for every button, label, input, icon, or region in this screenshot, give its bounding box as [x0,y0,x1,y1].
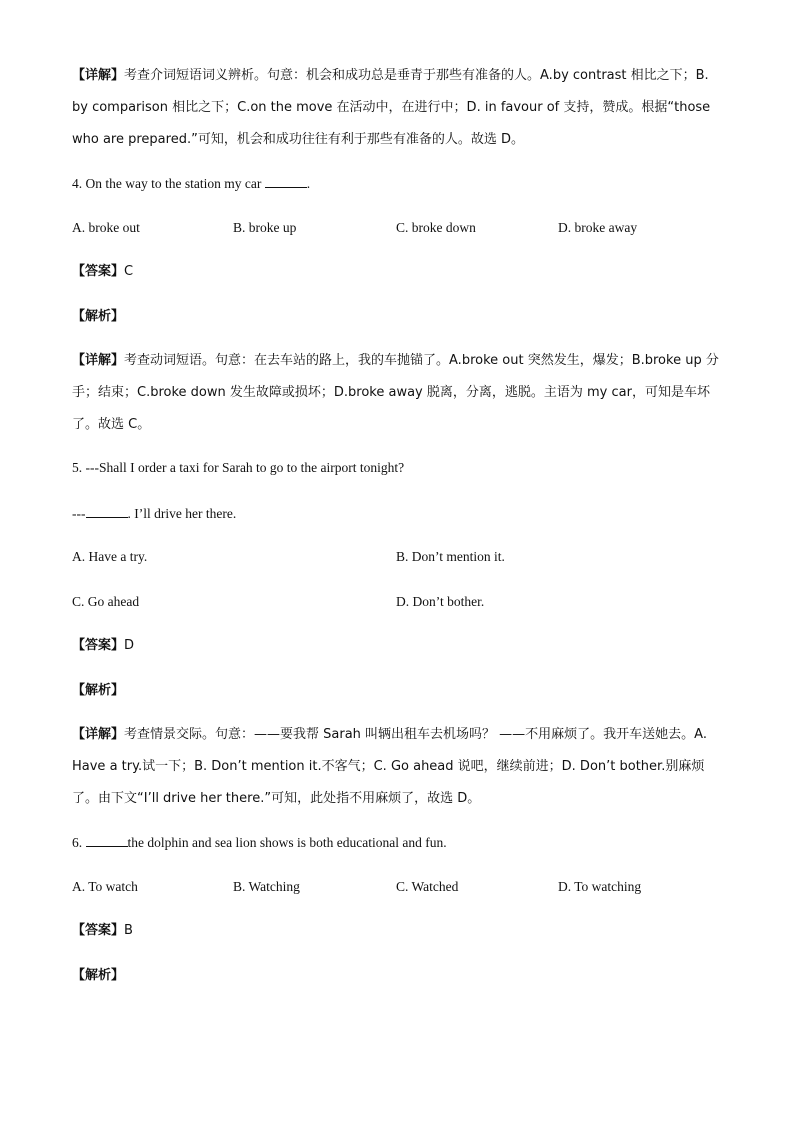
question-stem: 4. On the way to the station my car [72,176,262,191]
answer-value: D [124,638,135,653]
q5-detail [72,719,722,815]
q4-detail [72,345,722,441]
q5-option-a: A. Have a try. [72,549,148,564]
analysis-tag: 【解析】 [72,968,125,983]
q6-stem [72,832,447,853]
answer-tag: 【答案】 [72,923,125,938]
q3-detail [72,60,722,156]
q6-option-d: D. To watching [558,879,642,894]
detail-text: 考查情景交际。句意：——要我帮 Sarah 叫辆出租车去机场吗？ ——不用麻烦了。我开车送她去。A. Have a try.试一下；B. Don’t mention it.不客气；C. Go ahead 说吧，继续前进；D. Don’t bother.别麻烦了。由下文“I’ll drive her there.”可知，此处指不用麻烦了，故选 D。 [72,727,707,806]
question-number: 6. [72,835,83,850]
answer-blank [86,503,128,518]
q6-option-b: B. Watching [233,879,300,894]
q5-answer [72,636,134,656]
detail-tag: 【详解】 [72,68,125,83]
answer-tag: 【答案】 [72,264,125,279]
q4-answer [72,262,133,282]
q6-analysis [72,966,124,986]
q6-option-c: C. Watched [396,879,459,894]
detail-text: 考查介词短语词义辨析。句意：机会和成功总是垂青于那些有准备的人。A.by contrast 相比之下；B. by comparison 相比之下；C.on the move 在活动中，在进行中；D. in favour of 支持，赞成。根据“those who are prepared.”可知，机会和成功往往有利于那些有准备的人。故选 D。 [72,68,711,147]
q5-analysis [72,681,124,701]
q5-option-b: B. Don’t mention it. [396,549,505,564]
q4-option-c: C. broke down [396,220,476,235]
q6-answer [72,921,133,941]
q5-stem-line1: 5. ---Shall I order a taxi for Sarah to go to the airport tonight? [72,460,405,475]
q4-option-a: A. broke out [72,220,140,235]
answer-blank [86,832,128,847]
detail-tag: 【详解】 [72,727,125,742]
dialog-reply: . I’ll drive her there. [127,506,237,521]
answer-value: B [124,923,133,938]
q4-option-b: B. broke up [233,220,297,235]
analysis-tag: 【解析】 [72,309,125,324]
question-stem: the dolphin and sea lion shows is both educational and fun. [127,835,447,850]
q6-option-a: A. To watch [72,879,138,894]
q5-option-c: C. Go ahead [72,594,140,609]
detail-text: 考查动词短语。句意：在去车站的路上，我的车抛锚了。A.broke out 突然发生，爆发；B.broke up 分手；结束；C.broke down 发生故障或损坏；D.broke away 脱离，分离，逃脱。主语为 my car，可知是车坏了。故选 C。 [72,353,719,432]
detail-tag: 【详解】 [72,353,125,368]
q4-analysis [72,307,124,327]
q5-option-d: D. Don’t bother. [396,594,485,609]
dialog-dash: --- [72,506,86,521]
answer-blank [265,173,307,188]
q4-stem [72,173,310,194]
q5-stem-line2 [72,503,236,524]
answer-tag: 【答案】 [72,638,125,653]
analysis-tag: 【解析】 [72,683,125,698]
stem-end: . [306,176,311,191]
q4-option-d: D. broke away [558,220,638,235]
answer-value: C [124,264,134,279]
